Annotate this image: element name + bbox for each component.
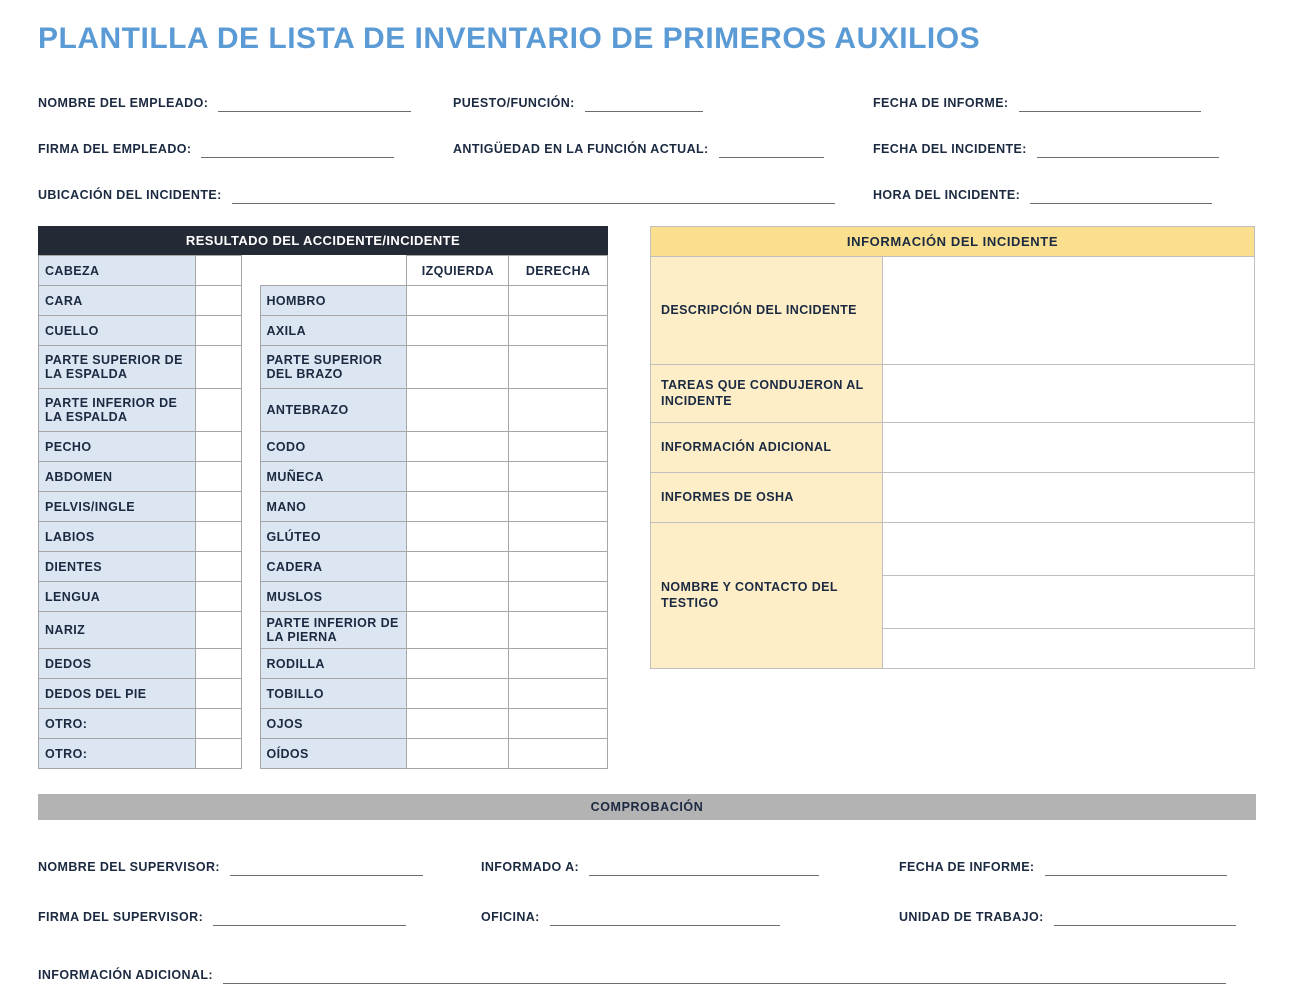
table-row xyxy=(651,423,1255,473)
body-part-input[interactable] xyxy=(196,709,241,739)
body-part-input[interactable] xyxy=(196,612,241,649)
header-row-1 xyxy=(38,78,1256,112)
incident-info-table xyxy=(650,256,1255,669)
body-part-label: AXILA xyxy=(260,316,407,346)
field-employee-name xyxy=(38,94,453,112)
body-part-input-left[interactable] xyxy=(407,739,509,769)
body-part-input-left[interactable] xyxy=(407,286,509,316)
body-part-label: OÍDOS xyxy=(260,739,407,769)
verification-report-date-input[interactable] xyxy=(1045,858,1227,876)
body-part-input-right[interactable] xyxy=(509,649,608,679)
body-part-input-right[interactable] xyxy=(509,389,608,432)
body-part-input[interactable] xyxy=(196,522,241,552)
table-row xyxy=(39,679,608,709)
body-part-input-right[interactable] xyxy=(509,432,608,462)
outcome-section xyxy=(38,226,608,769)
field-label: OFICINA: xyxy=(481,910,540,924)
body-part-label: ANTEBRAZO xyxy=(260,389,407,432)
body-part-label: MUSLOS xyxy=(260,582,407,612)
body-part-input-left[interactable] xyxy=(407,522,509,552)
spacer xyxy=(241,286,260,316)
outcome-table-body xyxy=(39,256,608,769)
table-row xyxy=(39,649,608,679)
body-part-input[interactable] xyxy=(196,462,241,492)
table-row xyxy=(39,316,608,346)
supervisor-signature-input[interactable] xyxy=(213,908,406,926)
reported-to-input[interactable] xyxy=(589,858,819,876)
report-date-input[interactable] xyxy=(1019,94,1201,112)
field-office xyxy=(481,908,899,926)
body-part-input[interactable] xyxy=(196,389,241,432)
body-part-input-right[interactable] xyxy=(509,679,608,709)
body-part-label: DEDOS DEL PIE xyxy=(39,679,196,709)
body-part-input[interactable] xyxy=(196,286,241,316)
field-label: FECHA DE INFORME: xyxy=(899,860,1035,874)
table-row xyxy=(39,286,608,316)
page-title: PLANTILLA DE LISTA DE INVENTARIO DE PRIMEROS AUXILIOS xyxy=(38,22,981,55)
table-row xyxy=(39,462,608,492)
body-part-label: LENGUA xyxy=(39,582,196,612)
field-label: FIRMA DEL EMPLEADO: xyxy=(38,142,192,156)
body-part-input-left[interactable] xyxy=(407,346,509,389)
field-label: HORA DEL INCIDENTE: xyxy=(873,188,1021,202)
body-part-label: LABIOS xyxy=(39,522,196,552)
body-part-input-left[interactable] xyxy=(407,649,509,679)
body-part-label: CADERA xyxy=(260,552,407,582)
body-part-label: CODO xyxy=(260,432,407,462)
body-part-input-right[interactable] xyxy=(509,739,608,769)
body-part-input[interactable] xyxy=(196,649,241,679)
incident-info-section xyxy=(650,226,1255,769)
employee-signature-input[interactable] xyxy=(201,140,394,158)
body-part-input[interactable] xyxy=(196,552,241,582)
table-row xyxy=(651,257,1255,365)
spacer xyxy=(241,462,260,492)
body-part-label-other[interactable]: OTRO: xyxy=(39,739,196,769)
incident-info-body xyxy=(651,257,1255,669)
field-label: UNIDAD DE TRABAJO: xyxy=(899,910,1044,924)
body-part-input-right[interactable] xyxy=(509,612,608,649)
field-label: PUESTO/FUNCIÓN: xyxy=(453,96,575,110)
body-part-label: CABEZA xyxy=(39,256,196,286)
field-position xyxy=(453,94,873,112)
incident-description-label: DESCRIPCIÓN DEL INCIDENTE xyxy=(651,257,883,365)
body-part-label: CUELLO xyxy=(39,316,196,346)
body-part-input-left[interactable] xyxy=(407,612,509,649)
body-part-label: TOBILLO xyxy=(260,679,407,709)
table-row xyxy=(39,552,608,582)
field-label: INFORMADO A: xyxy=(481,860,580,874)
field-incident-date xyxy=(873,140,1219,158)
spacer xyxy=(241,346,260,389)
verification-band-title: COMPROBACIÓN xyxy=(38,794,1256,820)
incident-info-band-title: INFORMACIÓN DEL INCIDENTE xyxy=(650,226,1255,256)
body-part-input-right[interactable] xyxy=(509,492,608,522)
field-verification-report-date xyxy=(899,858,1227,876)
body-part-label: CARA xyxy=(39,286,196,316)
field-supervisor-signature xyxy=(38,908,481,926)
witness-contact-label: NOMBRE Y CONTACTO DEL TESTIGO xyxy=(651,523,883,669)
field-work-unit xyxy=(899,908,1236,926)
osha-reports-input[interactable] xyxy=(883,473,1255,523)
position-input[interactable] xyxy=(585,94,703,112)
body-part-label: RODILLA xyxy=(260,649,407,679)
field-label: INFORMACIÓN ADICIONAL: xyxy=(38,968,213,982)
body-part-input-right[interactable] xyxy=(509,346,608,389)
body-part-input-left[interactable] xyxy=(407,679,509,709)
osha-reports-label: INFORMES DE OSHA xyxy=(651,473,883,523)
body-part-label: DIENTES xyxy=(39,552,196,582)
body-part-input[interactable] xyxy=(196,432,241,462)
field-report-date xyxy=(873,94,1201,112)
spacer xyxy=(241,582,260,612)
body-part-input-left[interactable] xyxy=(407,462,509,492)
spacer xyxy=(241,522,260,552)
body-part-label: PELVIS/INGLE xyxy=(39,492,196,522)
body-part-input[interactable] xyxy=(196,492,241,522)
work-unit-input[interactable] xyxy=(1054,908,1236,926)
spacer xyxy=(241,679,260,709)
field-seniority xyxy=(453,140,873,158)
body-part-input[interactable] xyxy=(196,679,241,709)
body-part-input-left[interactable] xyxy=(407,316,509,346)
verification-row-1 xyxy=(38,840,1256,876)
spacer xyxy=(241,492,260,522)
body-part-input-left[interactable] xyxy=(407,432,509,462)
body-part-input-right[interactable] xyxy=(509,552,608,582)
table-row xyxy=(39,346,608,389)
body-part-label-other[interactable]: OTRO: xyxy=(39,709,196,739)
table-row xyxy=(39,612,608,649)
spacer xyxy=(260,256,407,286)
column-header-left: IZQUIERDA xyxy=(407,256,509,286)
table-row xyxy=(651,473,1255,523)
witness-contact-input-3[interactable] xyxy=(883,629,1255,669)
spacer xyxy=(241,612,260,649)
field-label: NOMBRE DEL SUPERVISOR: xyxy=(38,860,220,874)
supervisor-name-input[interactable] xyxy=(230,858,423,876)
body-part-input[interactable] xyxy=(196,346,241,389)
incident-location-input[interactable] xyxy=(232,186,835,204)
table-row xyxy=(39,739,608,769)
body-part-input-right[interactable] xyxy=(509,286,608,316)
field-label: NOMBRE DEL EMPLEADO: xyxy=(38,96,209,110)
body-part-label: ABDOMEN xyxy=(39,462,196,492)
incident-date-input[interactable] xyxy=(1037,140,1219,158)
column-header-right: DERECHA xyxy=(509,256,608,286)
field-label: ANTIGÜEDAD EN LA FUNCIÓN ACTUAL: xyxy=(453,142,709,156)
verification-fields xyxy=(38,840,1256,984)
table-row xyxy=(39,709,608,739)
body-part-label: MUÑECA xyxy=(260,462,407,492)
spacer xyxy=(241,316,260,346)
table-row xyxy=(39,522,608,552)
body-part-label: MANO xyxy=(260,492,407,522)
body-part-input-right[interactable] xyxy=(509,316,608,346)
tasks-leading-label: TAREAS QUE CONDUJERON AL INCIDENTE xyxy=(651,365,883,423)
employee-name-input[interactable] xyxy=(218,94,411,112)
table-row xyxy=(651,365,1255,423)
body-part-label: PARTE SUPERIOR DEL BRAZO xyxy=(260,346,407,389)
spacer xyxy=(241,649,260,679)
incident-time-input[interactable] xyxy=(1030,186,1212,204)
office-input[interactable] xyxy=(550,908,780,926)
spacer xyxy=(241,389,260,432)
table-row xyxy=(651,523,1255,576)
field-incident-location xyxy=(38,186,873,204)
body-part-label: NARIZ xyxy=(39,612,196,649)
body-part-label: PECHO xyxy=(39,432,196,462)
body-part-input-left[interactable] xyxy=(407,709,509,739)
table-row xyxy=(39,389,608,432)
outcome-band-title: RESULTADO DEL ACCIDENTE/INCIDENTE xyxy=(38,226,608,255)
table-row xyxy=(39,582,608,612)
field-label: FECHA DE INFORME: xyxy=(873,96,1009,110)
body-part-label: DEDOS xyxy=(39,649,196,679)
table-row xyxy=(39,256,608,286)
spacer xyxy=(241,739,260,769)
field-label: FECHA DEL INCIDENTE: xyxy=(873,142,1027,156)
body-part-input-left[interactable] xyxy=(407,492,509,522)
body-part-input-left[interactable] xyxy=(407,389,509,432)
table-row xyxy=(39,492,608,522)
field-label: FIRMA DEL SUPERVISOR: xyxy=(38,910,204,924)
body-part-input-right[interactable] xyxy=(509,522,608,552)
field-incident-time xyxy=(873,186,1212,204)
seniority-input[interactable] xyxy=(719,140,824,158)
spacer xyxy=(241,552,260,582)
body-part-label: PARTE INFERIOR DE LA ESPALDA xyxy=(39,389,196,432)
verification-row-2 xyxy=(38,890,1256,926)
spacer xyxy=(241,256,260,286)
body-part-label: PARTE INFERIOR DE LA PIERNA xyxy=(260,612,407,649)
field-label: UBICACIÓN DEL INCIDENTE: xyxy=(38,188,222,202)
witness-contact-input-2[interactable] xyxy=(883,576,1255,629)
body-part-input[interactable] xyxy=(196,739,241,769)
body-part-input[interactable] xyxy=(196,582,241,612)
field-employee-signature xyxy=(38,140,453,158)
table-row xyxy=(39,432,608,462)
field-reported-to xyxy=(481,858,899,876)
header-row-2 xyxy=(38,124,1256,158)
field-supervisor-name xyxy=(38,858,481,876)
additional-info-label: INFORMACIÓN ADICIONAL xyxy=(651,423,883,473)
body-part-input[interactable] xyxy=(196,316,241,346)
body-part-input[interactable] xyxy=(196,256,241,286)
body-part-label: PARTE SUPERIOR DE LA ESPALDA xyxy=(39,346,196,389)
body-part-input-right[interactable] xyxy=(509,462,608,492)
body-part-input-left[interactable] xyxy=(407,582,509,612)
tasks-leading-input[interactable] xyxy=(883,365,1255,423)
verification-row-3 xyxy=(38,948,1256,984)
spacer xyxy=(241,709,260,739)
body-part-label: HOMBRO xyxy=(260,286,407,316)
body-part-input-left[interactable] xyxy=(407,552,509,582)
additional-info-input[interactable] xyxy=(883,423,1255,473)
body-part-label: OJOS xyxy=(260,709,407,739)
incident-description-input[interactable] xyxy=(883,257,1255,365)
spacer xyxy=(241,432,260,462)
body-part-input-right[interactable] xyxy=(509,709,608,739)
header-row-3 xyxy=(38,170,1256,204)
outcome-table xyxy=(38,255,608,769)
main-columns xyxy=(38,226,1256,769)
body-part-label: GLÚTEO xyxy=(260,522,407,552)
witness-contact-input-1[interactable] xyxy=(883,523,1255,576)
body-part-input-right[interactable] xyxy=(509,582,608,612)
header-fields xyxy=(38,78,1256,204)
